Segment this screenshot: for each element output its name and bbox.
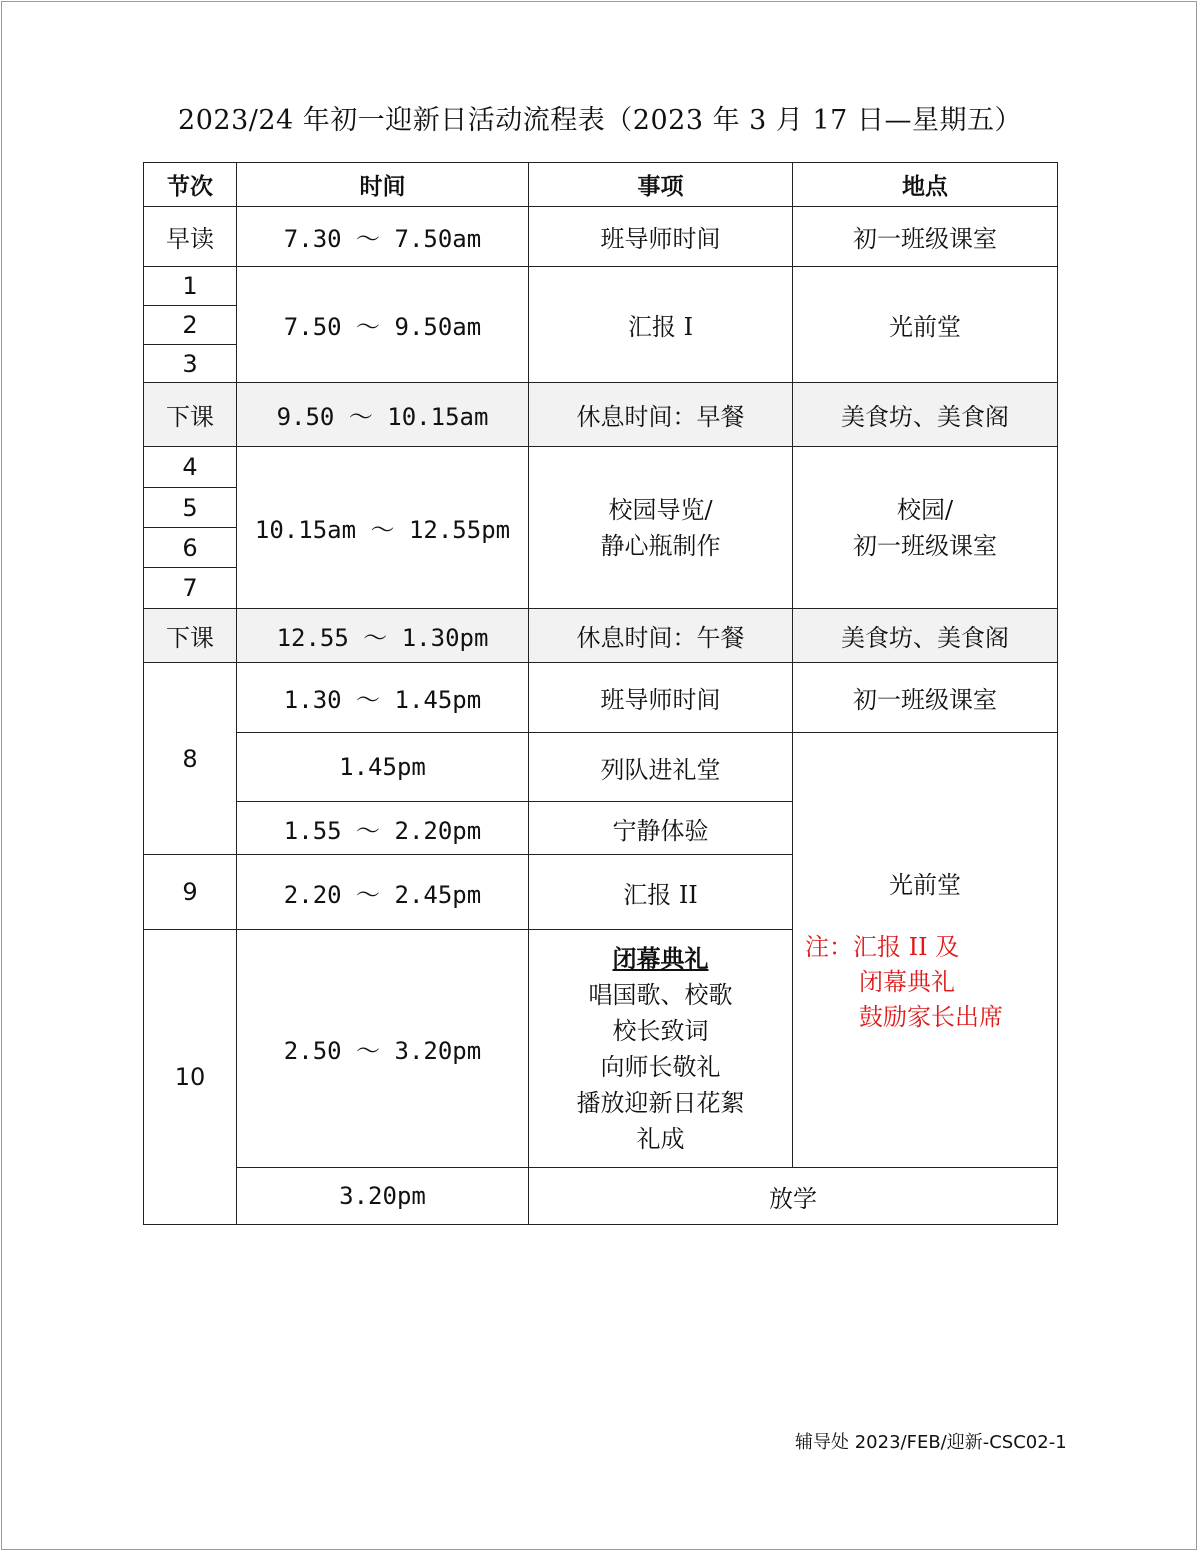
- item-cell: 放学: [529, 1168, 1058, 1225]
- table-row: [144, 1168, 1058, 1225]
- header-venue: 地点: [793, 163, 1058, 207]
- note-text: [793, 930, 1057, 1035]
- item-line: 向师长敬礼: [600, 1052, 721, 1081]
- venue-line: 初一班级课室: [853, 531, 997, 560]
- period-cell: 10: [144, 930, 237, 1225]
- period-cell: 3: [144, 345, 237, 383]
- time-cell: 2.20 ～ 2.45pm: [237, 855, 529, 930]
- venue-cell: 美食坊、美食阁: [793, 383, 1058, 447]
- header-row: [144, 163, 1058, 207]
- time-cell: 2.50 ～ 3.20pm: [237, 930, 529, 1168]
- time-cell: 1.55 ～ 2.20pm: [237, 802, 529, 855]
- period-cell: 2: [144, 306, 237, 345]
- time-cell: 3.20pm: [237, 1168, 529, 1225]
- item-line: 播放迎新日花絮: [576, 1088, 745, 1117]
- time-cell: 9.50 ～ 10.15am: [237, 383, 529, 447]
- header-item: 事项: [529, 163, 793, 207]
- period-cell: 5: [144, 488, 237, 528]
- period-cell: 下课: [144, 383, 237, 447]
- item-line: 唱国歌、校歌: [588, 980, 733, 1009]
- table-row: [144, 267, 1058, 306]
- venue-cell: [793, 447, 1058, 609]
- header-time: 时间: [237, 163, 529, 207]
- venue-text: 光前堂: [889, 871, 961, 899]
- period-cell: 7: [144, 568, 237, 609]
- schedule-table: [143, 162, 1058, 1225]
- period-cell: 9: [144, 855, 237, 930]
- item-cell: 休息时间：午餐: [529, 609, 793, 663]
- table-row: [144, 663, 1058, 733]
- item-cell: 宁静体验: [529, 802, 793, 855]
- period-cell: 6: [144, 528, 237, 568]
- period-cell: 8: [144, 663, 237, 855]
- table-row: [144, 733, 1058, 802]
- venue-cell: 美食坊、美食阁: [793, 609, 1058, 663]
- time-cell: 1.45pm: [237, 733, 529, 802]
- item-line: 校长致词: [612, 1016, 709, 1045]
- note-line: 鼓励家长出席: [859, 1003, 1003, 1031]
- note-line: 注：汇报 II 及: [805, 933, 960, 961]
- venue-cell: 光前堂: [793, 267, 1058, 383]
- item-cell: 汇报 I: [529, 267, 793, 383]
- item-cell: 班导师时间: [529, 663, 793, 733]
- break-row: [144, 383, 1058, 447]
- period-cell: 4: [144, 447, 237, 488]
- merged-venue-cell: [793, 733, 1058, 1168]
- item-line: 静心瓶制作: [600, 531, 721, 560]
- period-cell: 下课: [144, 609, 237, 663]
- note-line: 闭幕典礼: [859, 968, 955, 996]
- page-title: 2023/24 年初一迎新日活动流程表（2023 年 3 月 17 日—星期五）: [178, 105, 1022, 136]
- venue-cell: 初一班级课室: [793, 207, 1058, 267]
- time-cell: 7.50 ～ 9.50am: [237, 267, 529, 383]
- footer-code: 辅导处 2023/FEB/迎新-CSC02-1: [795, 1432, 1067, 1453]
- time-cell: 10.15am ～ 12.55pm: [237, 447, 529, 609]
- item-cell: [529, 447, 793, 609]
- time-cell: 7.30 ～ 7.50am: [237, 207, 529, 267]
- item-cell: [529, 930, 793, 1168]
- time-cell: 1.30 ～ 1.45pm: [237, 663, 529, 733]
- break-row: [144, 609, 1058, 663]
- item-cell: 休息时间：早餐: [529, 383, 793, 447]
- item-line: 校园导览/: [608, 495, 713, 524]
- item-cell: 列队进礼堂: [529, 733, 793, 802]
- item-cell: 班导师时间: [529, 207, 793, 267]
- header-period: 节次: [144, 163, 237, 207]
- time-cell: 12.55 ～ 1.30pm: [237, 609, 529, 663]
- table-row: [144, 207, 1058, 267]
- venue-line: 校园/: [896, 495, 954, 524]
- table-row: [144, 447, 1058, 488]
- period-cell: 1: [144, 267, 237, 306]
- item-line: 礼成: [636, 1124, 685, 1153]
- period-cell: 早读: [144, 207, 237, 267]
- item-title: 闭幕典礼: [612, 943, 709, 973]
- venue-cell: 初一班级课室: [793, 663, 1058, 733]
- item-cell: 汇报 II: [529, 855, 793, 930]
